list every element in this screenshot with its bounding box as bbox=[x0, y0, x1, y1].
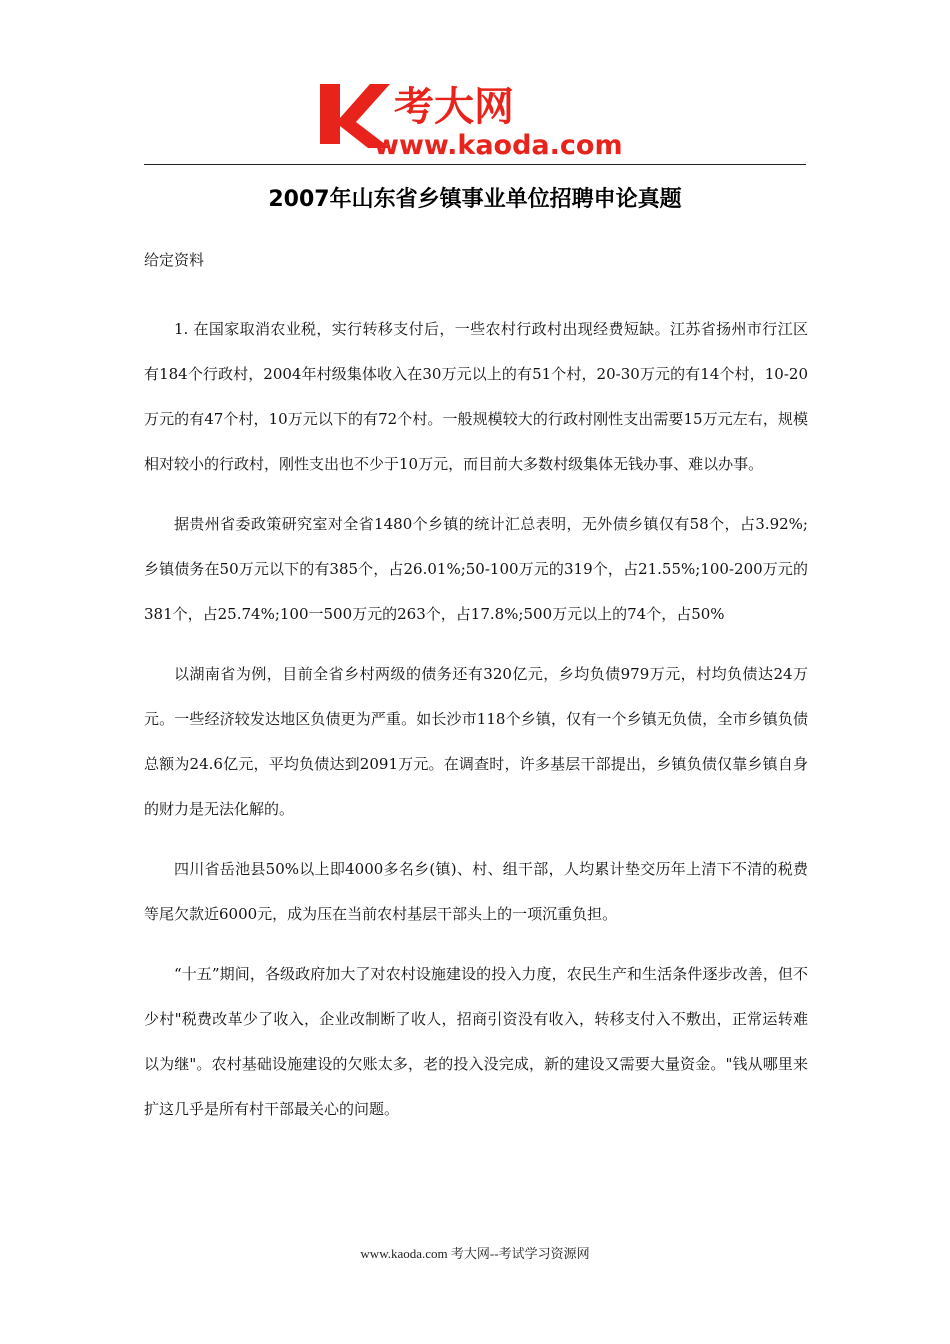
paragraph-2: 据贵州省委政策研究室对全省1480个乡镇的统计汇总表明，无外债乡镇仅有58个，占3.92%;乡镇债务在50万元以下的有385个，占26.01%;50-100万元的319个，占21.55%;100-200万元的381个，占25.74%;100一500万元的263个，占17.8%;500万元以上的74个，占50% bbox=[144, 515, 808, 623]
paragraph-4: 四川省岳池县50%以上即4000多名乡(镇)、村、组干部，人均累计垫交历年上清下不清的税费等尾欠款近6000元，成为压在当前农村基层干部头上的一项沉重负担。 bbox=[144, 860, 808, 923]
paragraph-1: 1. 在国家取消农业税，实行转移支付后，一些农村行政村出现经费短缺。江苏省扬州市行江区有184个行政村，2004年村级集体收入在30万元以上的有51个村，20-30万元的有14个村，10-20万元的有47个村，10万元以下的有72个村。一般规模较大的行政村刚性支出需要15万元左右，规模相对较小的行政村，刚性支出也不少于10万元，而目前大多数村级集体无钱办事、难以办事。 bbox=[144, 320, 808, 473]
kaoda-k-logo-icon bbox=[318, 78, 638, 158]
kaoda-logo[interactable] bbox=[318, 78, 638, 158]
logo-site-url: www.kaoda.com bbox=[374, 130, 623, 158]
page-footer: www.kaoda.com 考大网--考试学习资源网 bbox=[360, 1246, 590, 1261]
paragraph-5: “十五”期间，各级政府加大了对农村设施建设的投入力度，农民生产和生活条件逐步改善，但不少村"税费改革少了收入，企业改制断了收人，招商引资没有收入，转移支付入不敷出，正常运转难以为继"。农村基础设施建设的欠账太多，老的投入没完成，新的建设又需要大量资金。"钱从哪里来扩这几乎是所有村干部最关心的问题。 bbox=[144, 965, 808, 1118]
document-body bbox=[144, 307, 808, 1147]
document-title: 2007年山东省乡镇事业单位招聘申论真题 bbox=[268, 187, 682, 212]
logo-brand-cn: 考大网 bbox=[394, 84, 514, 130]
header-divider bbox=[144, 164, 806, 165]
paragraph-3: 以湖南省为例，目前全省乡村两级的债务还有320亿元，乡均负债979万元，村均负债达24万元。一些经济较发达地区负债更为严重。如长沙市118个乡镇，仅有一个乡镇无负债，全市乡镇负债总额为24.6亿元，平均负债达到2091万元。在调查时，许多基层干部提出，乡镇负债仅靠乡镇自身的财力是无法化解的。 bbox=[144, 665, 808, 818]
section-label: 给定资料 bbox=[144, 251, 205, 269]
